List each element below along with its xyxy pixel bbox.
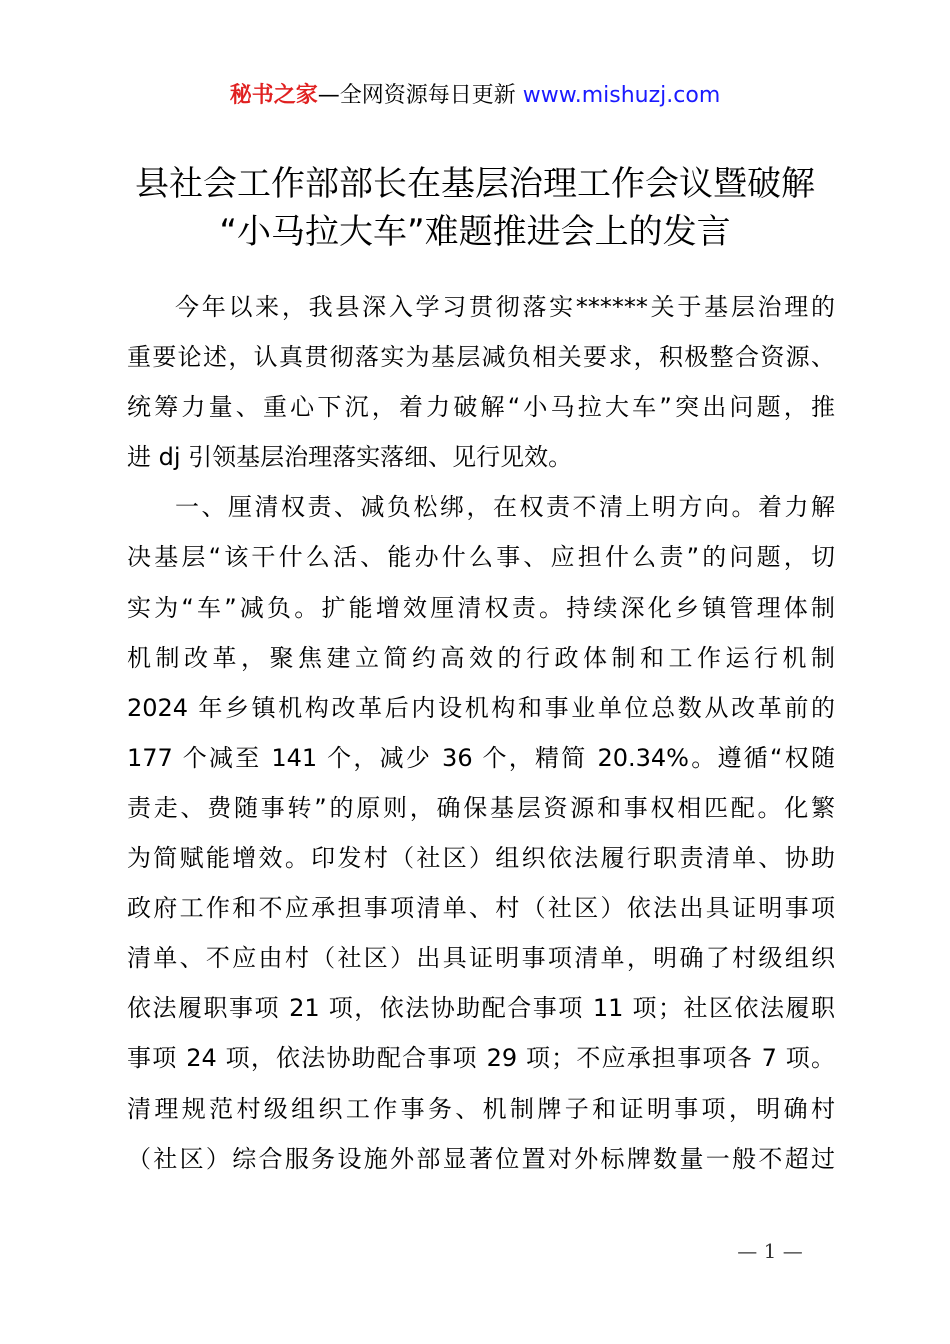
text-line: 决基层“该干什么活、能办什么事、应担什么责”的问题，切 xyxy=(127,543,835,572)
title-line-2: “小马拉大车”难题推进会上的发言 xyxy=(219,212,731,252)
text-line: 进 dj 引领基层治理落实落细、见行见效。 xyxy=(127,443,573,472)
text-line: 责走、费随事转”的原则，确保基层资源和事权相匹配。化繁 xyxy=(127,793,835,822)
text-line: 一、厘清权责、减负松绑，在权责不清上明方向。着力解 xyxy=(175,493,835,522)
title-line-1: 县社会工作部部长在基层治理工作会议暨破解 xyxy=(135,164,815,204)
text-line: 今年以来，我县深入学习贯彻落实******关于基层治理的 xyxy=(175,293,835,321)
page-number: — 1 — xyxy=(737,1239,803,1263)
text-line: 清单、不应由村（社区）出具证明事项清单，明确了村级组织 xyxy=(127,944,835,973)
text-line: 政府工作和不应承担事项清单、村（社区）依法出具证明事项 xyxy=(127,894,835,923)
text-line: 2024 年乡镇机构改革后内设机构和事业单位总数从改革前的 xyxy=(127,693,835,722)
text-line: 事项 24 项，依法协助配合事项 29 项；不应承担事项各 7 项。 xyxy=(127,1044,835,1073)
text-line: 177 个减至 141 个，减少 36 个，精简 20.34%。遵循“权随 xyxy=(127,743,835,772)
site-tagline: —全网资源每日更新 xyxy=(317,83,523,108)
text-line: 清理规范村级组织工作事务、机制牌子和证明事项，明确村 xyxy=(127,1094,835,1123)
document-body xyxy=(127,282,835,1184)
text-line: 依法履职事项 21 项，依法协助配合事项 11 项；社区依法履职 xyxy=(127,994,835,1023)
text-line: 实为“车”减负。扩能增效厘清权责。持续深化乡镇管理体制 xyxy=(127,593,835,622)
document-title xyxy=(40,160,910,256)
text-line: （社区）综合服务设施外部显著位置对外标牌数量一般不超过 xyxy=(127,1144,835,1173)
text-line: 机制改革，聚焦建立简约高效的行政体制和工作运行机制 xyxy=(127,643,835,672)
site-url-link[interactable]: www.mishuzj.com xyxy=(522,83,721,108)
site-brand: 秘书之家 xyxy=(229,83,318,108)
site-header xyxy=(0,80,950,112)
text-line: 为简赋能增效。印发村（社区）组织依法履行职责清单、协助 xyxy=(127,844,835,873)
text-line: 重要论述，认真贯彻落实为基层减负相关要求，积极整合资源、 xyxy=(127,343,835,372)
paragraph-intro xyxy=(127,282,835,482)
text-line: 统筹力量、重心下沉，着力破解“小马拉大车”突出问题，推 xyxy=(127,393,835,422)
paragraph-section-1 xyxy=(127,482,835,1183)
